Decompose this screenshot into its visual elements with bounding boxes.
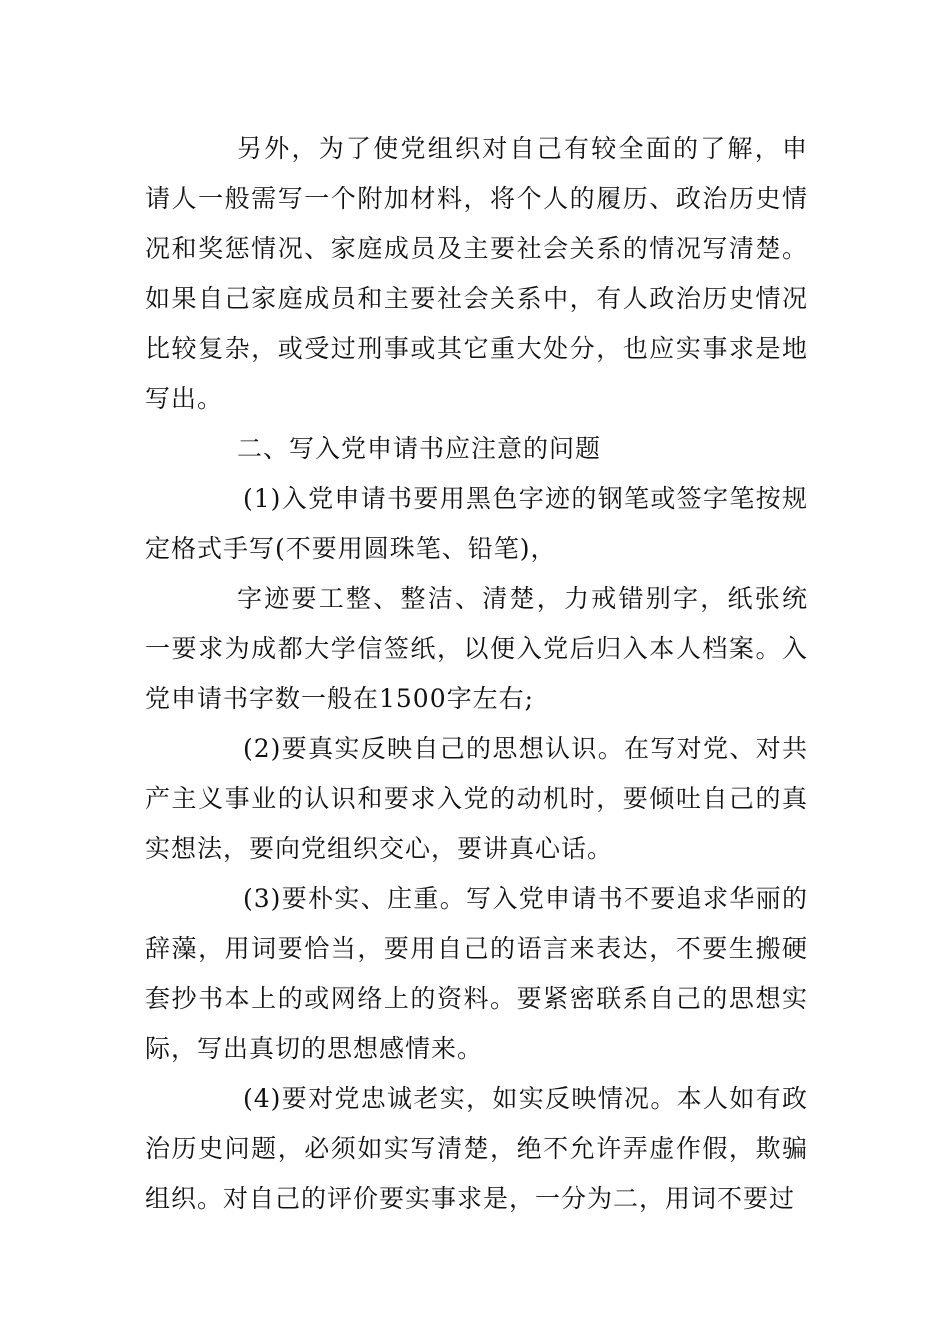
- section-heading: 二、写入党申请书应注意的问题: [237, 434, 602, 463]
- paragraph-item-1: (1)入党申请书要用黑色字迹的钢笔或签字笔按规定格式手写(不要用圆珠笔、铅笔)，: [145, 484, 808, 563]
- paragraph-item-2: (2)要真实反映自己的思想认识。在写对党、对共产主义事业的认识和要求入党的动机时，要倾吐自己的真实想法，要向党组织交心，要讲真心话。: [145, 734, 808, 863]
- paragraph-supplementary-material: 另外，为了使党组织对自己有较全面的了解，申请人一般需写一个附加材料，将个人的履历、政治历史情况和奖惩情况、家庭成员及主要社会关系的情况写清楚。如果自己家庭成员和主要社会关系中，有人政治历史情况比较复杂，或受过刑事或其它重大处分，也应实事求是地写出。: [145, 134, 808, 413]
- paragraph-item-1-continued: 字迹要工整、整洁、清楚，力戒错别字，纸张统一要求为成都大学信签纸，以便入党后归入本人档案。入党申请书字数一般在1500字左右;: [145, 584, 808, 713]
- document-body: [145, 124, 808, 1224]
- paragraph-item-3: (3)要朴实、庄重。写入党申请书不要追求华丽的辞藻，用词要恰当，要用自己的语言来表达，不要生搬硬套抄书本上的或网络上的资料。要紧密联系自己的思想实际，写出真切的思想感情来。: [145, 884, 808, 1063]
- paragraph-item-4: (4)要对党忠诚老实，如实反映情况。本人如有政治历史问题，必须如实写清楚，绝不允许弄虚作假，欺骗组织。对自己的评价要实事求是，一分为二，用词不要过: [145, 1084, 808, 1213]
